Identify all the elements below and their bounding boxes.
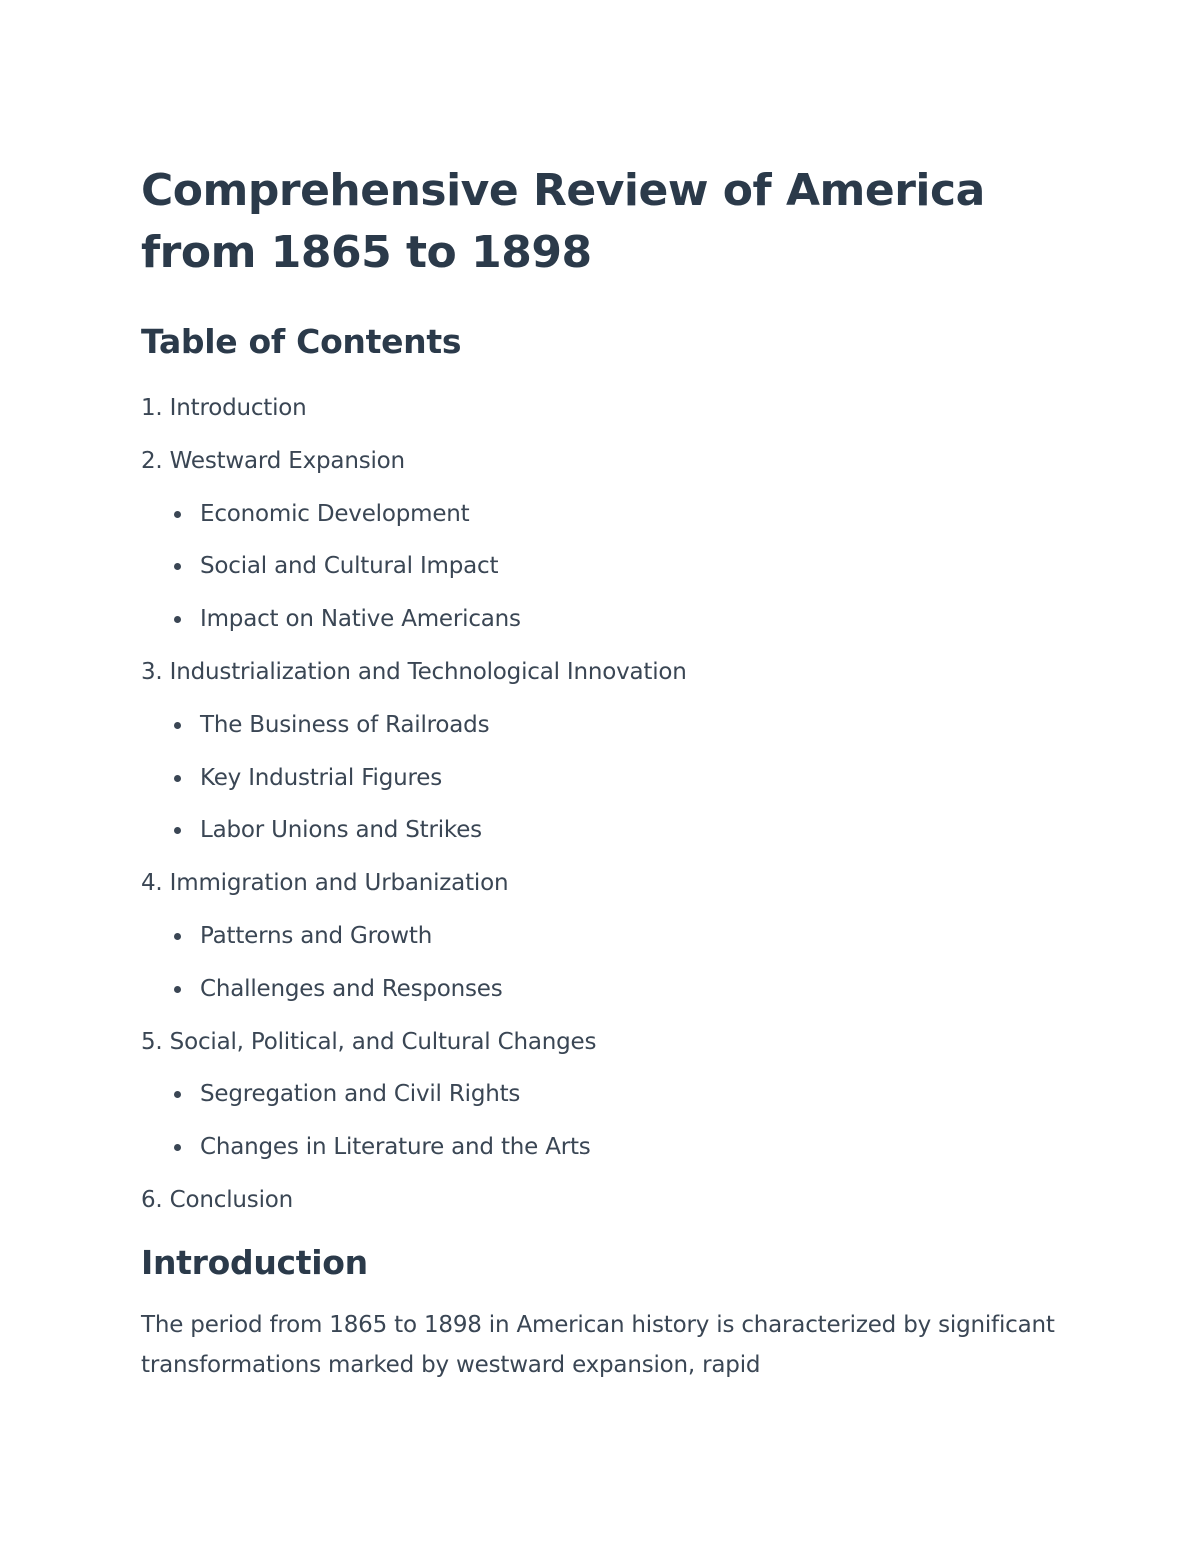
document-page [141,160,1061,1385]
bullet-icon [174,511,181,518]
introduction-paragraph: The period from 1865 to 1898 in American history is characterized by significant transformations marked by westward expansion, rapid [141,1311,1055,1378]
toc-subitem [141,488,1061,541]
toc-item-label: Conclusion [169,1186,294,1213]
bullet-icon [174,1144,181,1151]
toc-item-immigration [141,857,1061,910]
toc-subitem [141,1121,1061,1174]
toc-item-conclusion [141,1174,1061,1227]
toc-item-number: 6. [141,1186,163,1213]
toc-subitem-label: Changes in Literature and the Arts [200,1134,591,1161]
bullet-icon [174,1091,181,1098]
introduction-heading: Introduction [141,1242,368,1282]
toc-subitem [141,699,1061,752]
toc-subitem-label: The Business of Railroads [200,711,490,738]
bullet-icon [174,933,181,940]
toc-subitem [141,910,1061,963]
table-of-contents [141,382,1061,1227]
toc-subitem [141,963,1061,1016]
toc-item-label: Westward Expansion [169,447,405,474]
toc-item-number: 4. [141,870,163,897]
toc-item-number: 3. [141,658,163,685]
toc-subitem [141,804,1061,857]
toc-item-label: Introduction [169,395,307,421]
toc-subitem [141,752,1061,805]
toc-item-label: Industrialization and Technological Innovation [169,658,687,685]
toc-subitem-label: Segregation and Civil Rights [200,1081,521,1108]
bullet-icon [174,563,181,570]
toc-subitem-label: Economic Development [200,500,470,527]
toc-item-number: 2. [141,447,163,474]
toc-item-label: Social, Political, and Cultural Changes [169,1028,597,1055]
toc-item-westward-expansion [141,435,1061,488]
toc-subitem-label: Patterns and Growth [200,922,433,949]
toc-item-label: Immigration and Urbanization [169,870,509,897]
bullet-icon [174,827,181,834]
toc-heading: Table of Contents [141,322,462,361]
bullet-icon [174,986,181,993]
toc-subitem [141,593,1061,646]
toc-item-number: 1. [141,395,163,421]
toc-item-social-political-cultural [141,1016,1061,1069]
bullet-icon [174,616,181,623]
toc-subitem-label: Challenges and Responses [200,975,503,1002]
toc-subitem [141,540,1061,593]
toc-item-industrialization [141,646,1061,699]
toc-item-number: 5. [141,1028,163,1055]
bullet-icon [174,722,181,729]
toc-subitem-label: Labor Unions and Strikes [200,817,482,844]
toc-subitem [141,1068,1061,1121]
toc-subitem-label: Social and Cultural Impact [200,553,499,580]
bullet-icon [174,775,181,782]
document-title: Comprehensive Review of America from 1865 to 1898 [141,165,985,278]
toc-subitem-label: Impact on Native Americans [200,606,521,633]
toc-subitem-label: Key Industrial Figures [200,764,442,791]
toc-item-introduction [141,382,1061,435]
